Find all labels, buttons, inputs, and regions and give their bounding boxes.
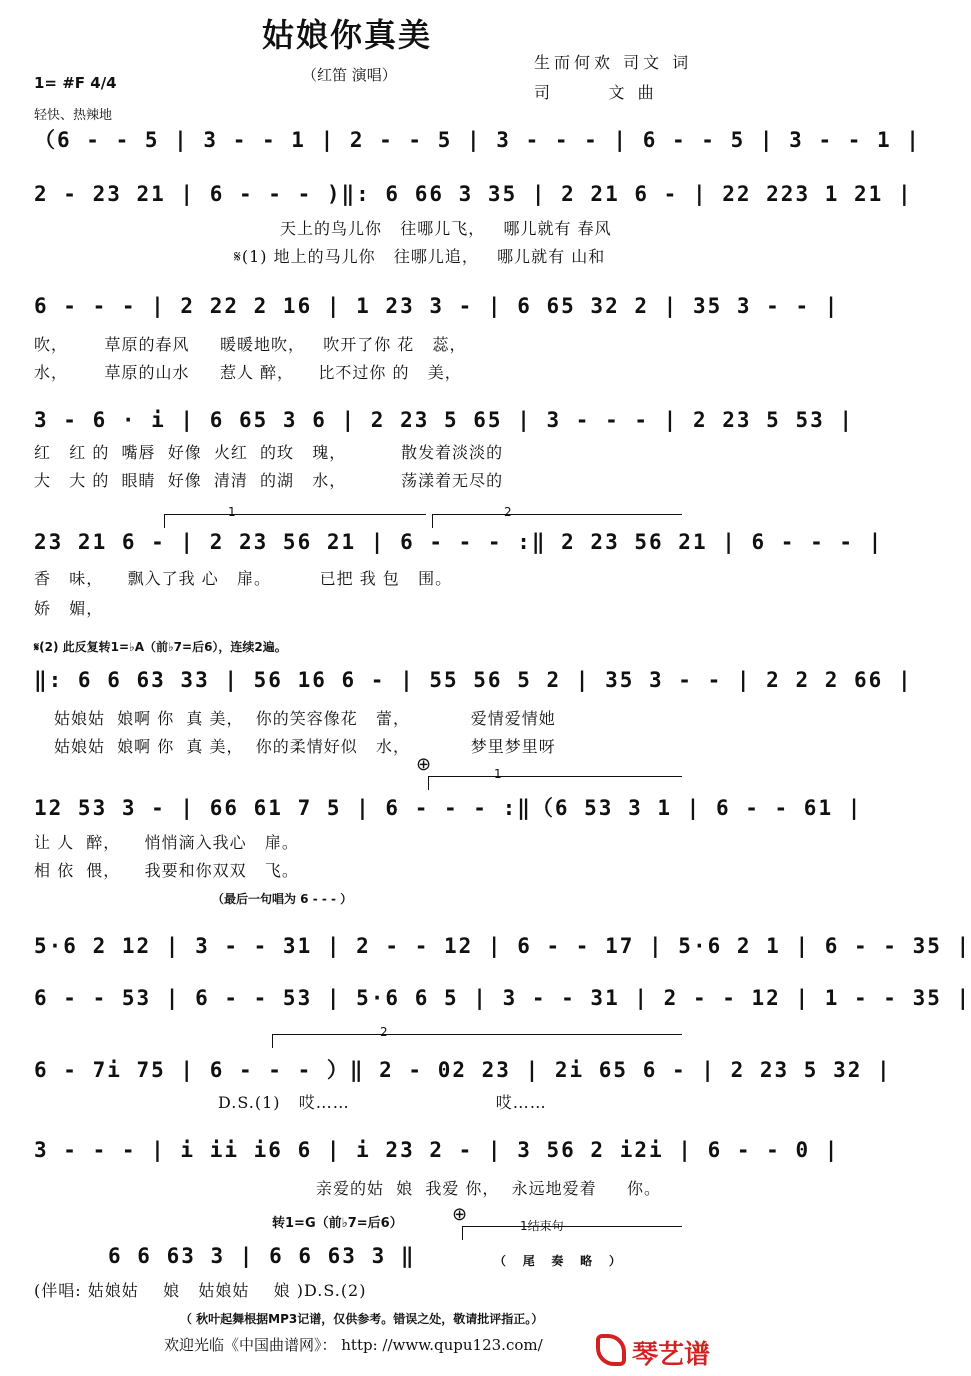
lyric-row-5-verse-2: 娇 媚， [34, 599, 104, 618]
volta-bracket-2-start [432, 514, 433, 528]
ending-box: （ 尾 奏 略 ） [494, 1254, 621, 1268]
score-row-8: 5·6 2 12 | 3 - - 31 | 2 - - 12 | 6 - - 17 | 5·6 2 1 | 6 - - 35 | [34, 934, 971, 958]
score-row-10: 6 - 7i 75 | 6 - - - ）‖ 2 - 02 23 | 2i 65 6 - | 2 23 5 32 | [34, 1058, 892, 1082]
coda-sign-ending: ⊕ [452, 1204, 468, 1225]
lyric-row-6-verse-2: 姑娘姑 娘啊 你 真 美， 你的柔情好似 水， 梦里梦里呀 [54, 737, 556, 756]
site-logo [596, 1330, 714, 1372]
score-row-2: 2 - 23 21 | 6 - - - )‖: 6 66 3 35 | 2 21 6 - | 22 223 1 21 | [34, 182, 913, 206]
performer-subtitle: （红笛 演唱） [302, 66, 397, 84]
lyric-row-7-verse-2: 相 依 偎， 我要和你双双 飞。 [34, 861, 299, 880]
ending-label: 1结束句 [520, 1219, 564, 1233]
logo-icon [596, 1334, 626, 1366]
volta-bracket-row-10 [272, 1034, 682, 1035]
coda-sign: ⊕ [416, 754, 432, 775]
credit-lyrics: 生而何欢 司文 词 [534, 53, 693, 72]
page-title: 姑娘你真美 [262, 16, 433, 54]
volta-label-row-10: 2 [380, 1025, 388, 1039]
volta-label-row-7: 1 [494, 767, 502, 781]
logo-text: 琴艺谱 [632, 1340, 711, 1370]
credit-music: 司 文 曲 [534, 83, 658, 102]
volta-bracket-row-10-start [272, 1034, 273, 1048]
transcription-note: （ 秋叶起舞根据MP3记谱，仅供参考。错误之处，敬请批评指正。） [180, 1312, 544, 1326]
lyric-row-2-verse-2: 𝄋(1) 地上的马儿你 往哪儿追， 哪儿就有 山和 [234, 247, 606, 266]
volta-label-2: 2 [504, 505, 512, 519]
score-row-4: 3 - 6 · i | 6 65 3 6 | 2 23 5 65 | 3 - - - | 2 23 5 53 | [34, 408, 855, 432]
last-line-note: （最后一句唱为 6 - - - ） [212, 892, 353, 906]
key-signature: 1= #F 4/4 [34, 74, 117, 92]
ending-bracket-start [462, 1226, 463, 1240]
modulation-label: 转1=G（前♭7=后6） [272, 1216, 403, 1231]
lyric-row-4-verse-1: 红 红 的 嘴唇 好像 火红 的玫 瑰， 散发着淡淡的 [34, 443, 504, 462]
lyric-row-12: (伴唱: 姑娘姑 娘 姑娘姑 娘 )D.S.(2) [34, 1281, 367, 1300]
score-row-7: 12 53 3 - | 66 61 7 5 | 6 - - - :‖（6 53 3 1 | 6 - - 61 | [34, 796, 863, 820]
lyric-row-7-verse-1: 让 人 醉， 悄悄滴入我心 扉。 [34, 833, 299, 852]
lyric-row-2-verse-1: 天上的鸟儿你 往哪儿飞， 哪儿就有 春风 [280, 219, 612, 238]
score-row-9: 6 - - 53 | 6 - - 53 | 5·6 6 5 | 3 - - 31 | 2 - - 12 | 1 - - 35 | [34, 986, 971, 1010]
volta-bracket-1 [164, 514, 426, 515]
lyric-row-5-verse-1: 香 味， 飘入了我 心 扉。 已把 我 包 围。 [34, 569, 453, 588]
score-row-5: 23 21 6 - | 2 23 56 21 | 6 - - - :‖ 2 23 56 21 | 6 - - - | [34, 530, 884, 554]
volta-bracket-1-start [164, 514, 165, 528]
score-row-6: ‖: 6 6 63 33 | 56 16 6 - | 55 56 5 2 | 35 3 - - | 2 2 2 66 | [34, 668, 913, 692]
ending-bracket [462, 1226, 682, 1227]
lyric-row-3-verse-2: 水， 草原的山水 惹人 醉， 比不过你 的 美， [34, 363, 462, 382]
lyric-row-3-verse-1: 吹， 草原的春风 暖暖地吹， 吹开了你 花 蕊， [34, 335, 467, 354]
volta-bracket-row-7-start [428, 776, 429, 790]
lyric-row-11: 亲爱的姑 娘 我爱 你， 永远地爱着 你。 [316, 1179, 662, 1198]
lyric-row-10: D.S.(1) 哎…… 哎…… [218, 1093, 547, 1112]
volta-bracket-row-7 [428, 776, 682, 777]
score-row-3: 6 - - - | 2 22 2 16 | 1 23 3 - | 6 65 32 2 | 35 3 - - | [34, 294, 840, 318]
volta-label-1: 1 [228, 505, 236, 519]
score-row-1: （6 - - 5 | 3 - - 1 | 2 - - 5 | 3 - - - | 6 - - 5 | 3 - - 1 | [34, 128, 921, 152]
volta-bracket-2 [432, 514, 682, 515]
lyric-row-4-verse-2: 大 大 的 眼睛 好像 清清 的湖 水， 荡漾着无尽的 [34, 471, 504, 490]
lyric-row-6-verse-1: 姑娘姑 娘啊 你 真 美， 你的笑容像花 蕾， 爱情爱情她 [54, 709, 556, 728]
site-url: 欢迎光临《中国曲谱网》： http: //www.qupu123.com/ [164, 1336, 543, 1354]
score-row-11: 3 - - - | i ii i6 6 | i 23 2 - | 3 56 2 i2i | 6 - - 0 | [34, 1138, 840, 1162]
tempo-marking: 轻快、热辣地 [34, 108, 113, 123]
score-row-12: 6 6 63 3 | 6 6 63 3 ‖ [108, 1244, 416, 1268]
repeat-instruction: 𝄋(2) 此反复转1=♭A（前♭7=后6），连续2遍。 [34, 640, 287, 654]
